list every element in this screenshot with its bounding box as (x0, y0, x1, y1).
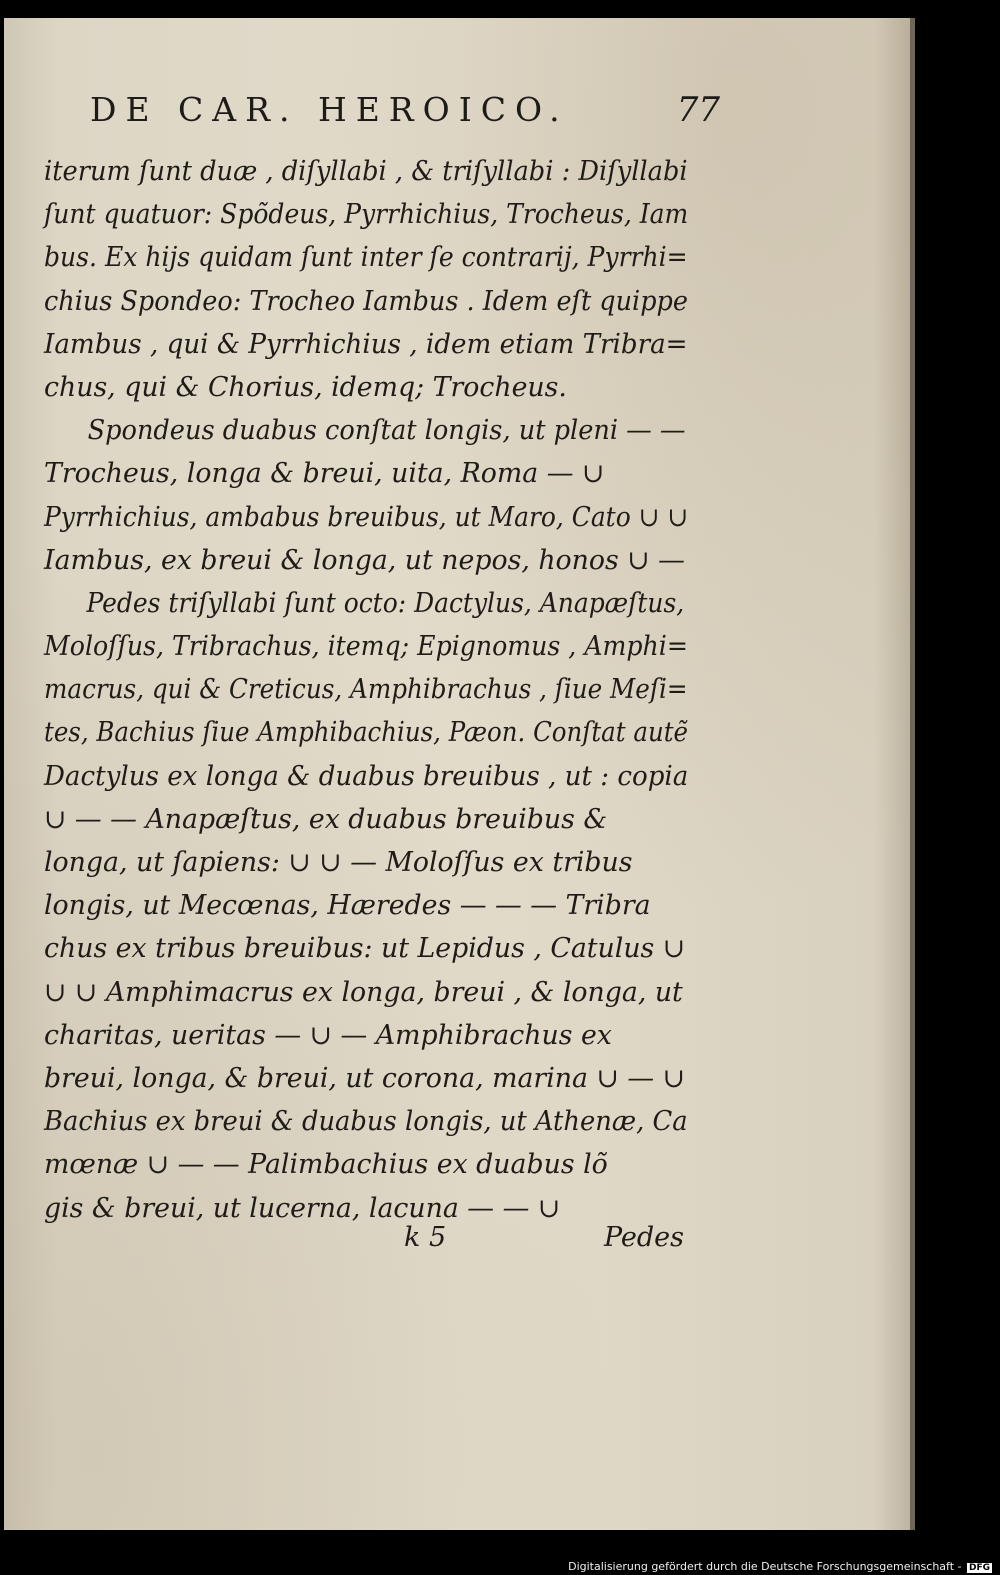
text-line: Iambus, ex breui & longa, ut nepos, honos ∪ — (44, 544, 685, 576)
page-edge (910, 18, 915, 1530)
text-line: chius Spondeo: Trocheo Iambus . Idem eſt quippe (44, 285, 688, 317)
text-line: Dactylus ex longa & duabus breuibus , ut : copia (44, 760, 689, 792)
catch-line (44, 1222, 684, 1266)
text-line: ∪ — — Anapæſtus, ex duabus breuibus & (44, 803, 608, 835)
dfg-logo: DFG (968, 1563, 990, 1573)
text-line: Spondeus duabus conſtat longis, ut pleni — — (87, 415, 686, 447)
text-line: breui, longa, & breui, ut corona, marina ∪ — ∪ (44, 1062, 686, 1094)
text-line: macrus, qui & Creticus, Amphibrachus , ſiue Meſi= (44, 674, 688, 706)
page-header (90, 90, 720, 140)
text-line: longis, ut Mecœnas, Hæredes — — — Tribra (44, 890, 651, 922)
catchword: Pedes (603, 1222, 684, 1253)
text-line: mœnæ ∪ — — Palimbachius ex duabus lõ (44, 1149, 608, 1181)
signature-mark: k 5 (404, 1222, 447, 1253)
text-line: chus, qui & Chorius, idemq; Trocheus. (44, 371, 567, 403)
body-text (44, 150, 694, 1230)
text-line: Moloſſus, Tribrachus, itemq; Epignomus , Amphi= (44, 631, 688, 663)
digitization-credit (568, 1560, 992, 1573)
text-line: Bachius ex breui & duabus longis, ut Athenæ, Ca (44, 1106, 688, 1138)
text-line: iterum ſunt duæ , diſyllabi , & triſyllabi : Diſyllabi (44, 156, 688, 187)
text-line: Trocheus, longa & breui, uita, Roma — ∪ (44, 458, 605, 490)
text-line: ∪ ∪ Amphimacrus ex longa, breui , & longa, ut (44, 976, 683, 1008)
running-head: DE CAR. HEROICO. (90, 90, 569, 129)
text-line: charitas, ueritas — ∪ — Amphibrachus ex (44, 1019, 612, 1051)
text-line: bus. Ex hijs quidam ſunt inter ſe contrarij, Pyrrhi= (44, 242, 688, 274)
text-line: longa, ut ſapiens: ∪ ∪ — Moloſſus ex tribus (44, 847, 633, 878)
text-line: chus ex tribus breuibus: ut Lepidus , Catulus ∪ (44, 933, 686, 965)
text-line: Pyrrhichius, ambabus breuibus, ut Maro, Cato ∪ ∪ (44, 501, 689, 533)
text-line: Iambus , qui & Pyrrhichius , idem etiam Tribra= (44, 328, 688, 360)
page-number: 77 (676, 90, 720, 130)
text-line: tes, Bachius ſiue Amphibachius, Pæon. Conſtat autẽ (44, 717, 689, 749)
text-line: gis & breui, ut lucerna, lacuna — — ∪ (44, 1192, 561, 1224)
text-line: ſunt quatuor: Spõdeus, Pyrrhichius, Trocheus, Iam (44, 199, 689, 231)
credit-text: Digitalisierung gefördert durch die Deutsche Forschungsgemeinschaft - (568, 1560, 962, 1573)
text-line: Pedes triſyllabi ſunt octo: Dactylus, Anapæſtus, (86, 587, 685, 619)
